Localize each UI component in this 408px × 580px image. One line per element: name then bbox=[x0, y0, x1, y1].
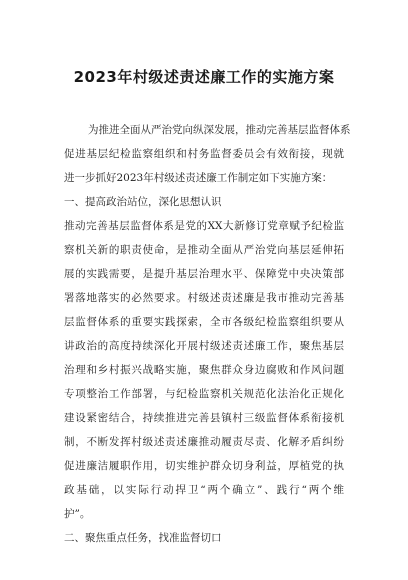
paragraph-line: 讲政治的高度持续深化开展村级述责述廉工作，聚焦基层 bbox=[64, 340, 344, 352]
paragraph-line: 进一步抓好2023年村级述责述廉工作制定如下实施方案： bbox=[64, 172, 333, 184]
section-heading: 二、聚焦重点任务，找准监督切口 bbox=[64, 532, 222, 544]
paragraph-line: 护”。 bbox=[64, 508, 91, 520]
document-title: 2023年村级述责述廉工作的实施方案 bbox=[73, 68, 335, 86]
paragraph-line: 制，不断发挥村级述责述廉推动履责尽责、化解矛盾纠纷 bbox=[64, 436, 344, 448]
paragraph-line: 为推进全面从严治党向纵深发展，推动完善基层监督体系 bbox=[88, 124, 351, 136]
paragraph-line: 察机关新的职责使命，是推动全面从严治党向基层延伸拓 bbox=[64, 244, 344, 256]
section-heading: 一、提高政治站位，深化思想认识 bbox=[64, 196, 222, 208]
paragraph-line: 层监督体系的重要实践探索，全市各级纪检监察组织要从 bbox=[64, 316, 344, 328]
paragraph-line: 治理和乡村振兴战略实施，聚焦群众身边腐败和作风问题 bbox=[64, 364, 344, 376]
paragraph-line: 政基础，以实际行动捍卫“两个确立”、践行“两个维 bbox=[64, 484, 344, 496]
paragraph-line: 署落地落实的必然要求。村级述责述廉是我市推动完善基 bbox=[64, 292, 344, 304]
paragraph-line: 展的实践需要，是提升基层治理水平、保障党中央决策部 bbox=[64, 268, 344, 280]
paragraph-line: 促进基层纪检监察组织和村务监督委员会有效衔接，现就 bbox=[64, 148, 344, 160]
paragraph-line: 建设紧密结合，持续推进完善县镇村三级监督体系衔接机 bbox=[64, 412, 344, 424]
paragraph-line: 促进廉洁履职作用，切实维护群众切身利益，厚植党的执 bbox=[64, 460, 344, 472]
paragraph-line: 专项整治工作部署，与纪检监察机关规范化法治化正规化 bbox=[64, 388, 344, 400]
paragraph-line: 推动完善基层监督体系是党的XX大新修订党章赋予纪检监 bbox=[64, 220, 344, 232]
